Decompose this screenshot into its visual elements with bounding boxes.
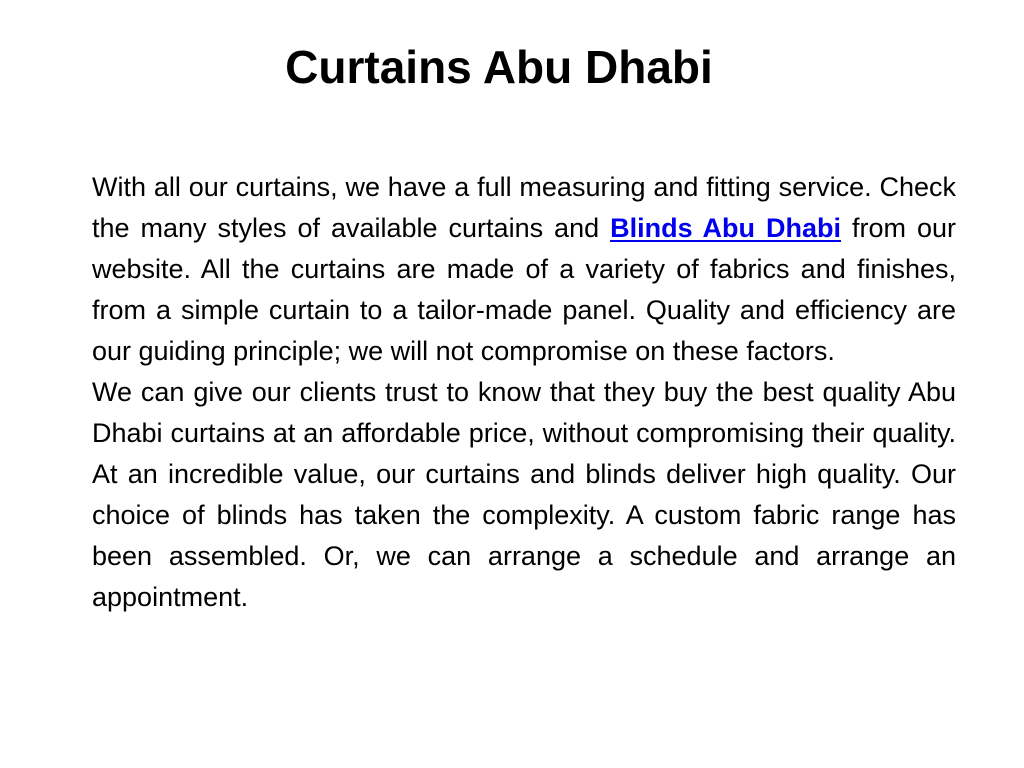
paragraph-1: [92, 167, 956, 372]
slide-body: [92, 167, 956, 618]
blinds-abu-dhabi-link[interactable]: Blinds Abu Dhabi: [610, 213, 842, 243]
paragraph-2: We can give our clients trust to know that they buy the best quality Abu Dhabi curtains at an affordable price, without compromising their quality. At an incredible value, our curtains and blinds deliver high quality. Our choice of blinds has taken the complexity. A custom fabric range has been assembled. Or, we can arrange a schedule and arrange an appointment.: [92, 377, 956, 612]
paragraph-1-text-start: With all our curtains, we have a full measuring and fitting service. Check the many styles of available curtains and: [92, 172, 956, 243]
slide-title: Curtains Abu Dhabi: [285, 41, 713, 93]
paragraph-1-text-end: from our website. All the curtains are made of a variety of fabrics and finishes, from a simple curtain to a tailor-made panel. Quality and efficiency are our guiding principle; we will not compromise on these factors.: [92, 213, 956, 366]
